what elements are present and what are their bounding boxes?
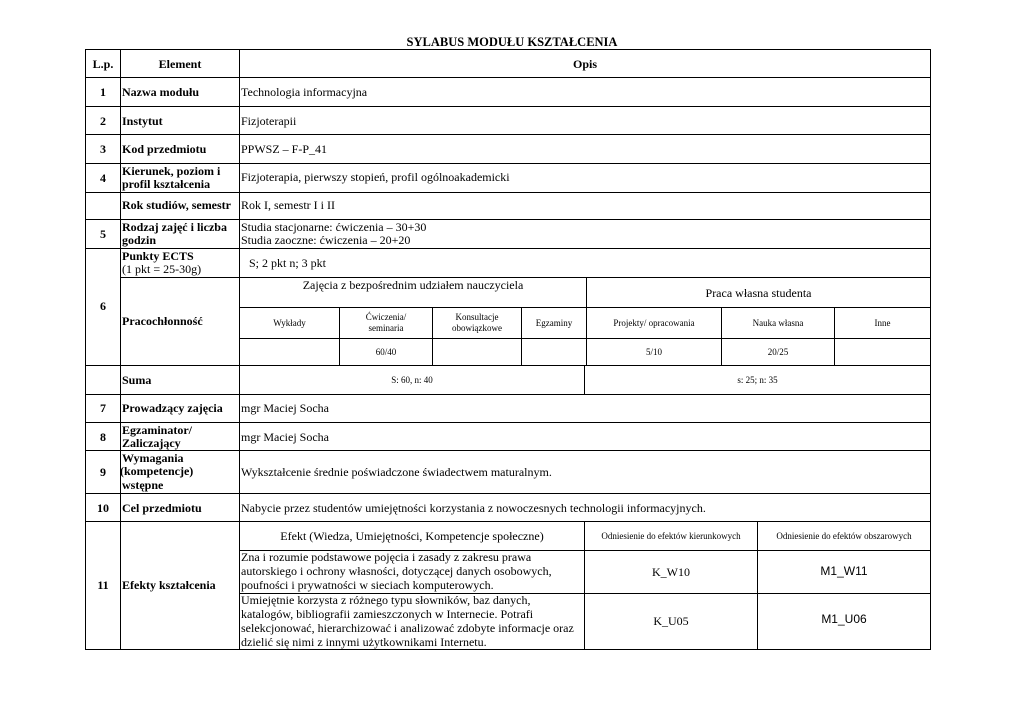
ects-label: Punkty ECTS <box>122 249 194 263</box>
row9-element-line3: wstępne <box>122 478 164 492</box>
value-cwiczenia: 60/40 <box>375 347 397 357</box>
row4-element-line2: profil kształcenia <box>122 177 211 191</box>
header-element: Element <box>158 57 202 71</box>
row1-lp: 1 <box>100 85 106 99</box>
rok-element: Rok studiów, semestr <box>122 198 232 212</box>
ects-formula: (1 pkt = 25-30g) <box>122 262 202 276</box>
efekt1-line3: poufności i prywatności w sieciach komputerowych. <box>241 578 494 592</box>
row5-element-line1: Rodzaj zajęć i liczba <box>122 220 227 234</box>
efekt2-line4: dzielić się nimi z innymi użytkownikami Internetu. <box>241 635 487 649</box>
row3-element: Kod przedmiotu <box>122 142 207 156</box>
row5-element-line2: godzin <box>122 233 157 247</box>
efekt2-line2: katalogów, bibliografii zamieszczonych w Internecie. Potrafi <box>241 607 534 621</box>
efekt2-obszarowe: M1_U06 <box>821 612 867 626</box>
row4-lp: 4 <box>100 171 106 185</box>
row11-element: Efekty kształcenia <box>122 578 216 592</box>
row8-element-line1: Egzaminator/ <box>122 423 192 437</box>
row8-opis: mgr Maciej Socha <box>241 430 329 444</box>
suma-contact: S: 60, n: 40 <box>391 375 433 385</box>
row11-lp: 11 <box>97 578 109 592</box>
efekt2-line1: Umiejętnie korzysta z różnego typu słowników, baz danych, <box>241 593 531 607</box>
row7-lp: 7 <box>100 401 106 415</box>
efekt1-kierunkowe: K_W10 <box>652 565 690 579</box>
value-nauka-wlasna: 20/25 <box>767 347 789 357</box>
efekt2-kierunkowe: K_U05 <box>653 614 689 628</box>
ects-value: S; 2 pkt n; 3 pkt <box>249 256 327 270</box>
row9-element-line2: (kompetencje) <box>120 464 194 478</box>
row7-opis: mgr Maciej Socha <box>241 401 329 415</box>
row5-lp: 5 <box>100 227 106 241</box>
value-projekty: 5/10 <box>645 347 662 357</box>
obszarowe-header: Odniesienie do efektów obszarowych <box>776 531 912 541</box>
group-own-work: Praca własna studenta <box>705 286 812 300</box>
rok-opis: Rok I, semestr I i II <box>241 198 335 212</box>
header-lp: L.p. <box>92 57 114 71</box>
row7-element: Prowadzący zajęcia <box>122 401 223 415</box>
efekt2-line3: selekcjonować, hierarchizować i analizować zdobyte informacje oraz <box>241 621 574 635</box>
row5-opis-line1: Studia stacjonarne: ćwiczenia – 30+30 <box>241 220 427 234</box>
row3-lp: 3 <box>100 142 106 156</box>
row9-opis: Wykształcenie średnie poświadczone świadectwem maturalnym. <box>241 465 552 479</box>
row8-element-line2: Zaliczający <box>122 436 181 450</box>
col-cwiczenia-line1: Ćwiczenia/ <box>365 312 407 322</box>
row10-lp: 10 <box>97 501 109 515</box>
efekt1-line2: autorskiego i ochrony własności, dotyczącej danych osobowych, <box>241 564 552 578</box>
row9-element-line1: Wymagania <box>122 451 184 465</box>
group-contact-hours: Zajęcia z bezpośrednim udziałem nauczyciela <box>302 278 524 292</box>
efekt1-obszarowe: M1_W11 <box>820 564 868 578</box>
col-nauka-wlasna: Nauka własna <box>752 318 804 328</box>
row5-opis-line2: Studia zaoczne: ćwiczenia – 20+20 <box>241 233 411 247</box>
col-konsultacje-line1: Konsultacje <box>455 312 499 322</box>
col-egzaminy: Egzaminy <box>535 318 573 328</box>
suma-label: Suma <box>122 373 152 387</box>
efekt-header: Efekt (Wiedza, Umiejętności, Kompetencje społeczne) <box>280 529 544 543</box>
row4-opis: Fizjoterapia, pierwszy stopień, profil ogólnoakademicki <box>241 170 510 184</box>
col-wyklady: Wykłady <box>273 318 306 328</box>
kierunkowe-header: Odniesienie do efektów kierunkowych <box>601 531 741 541</box>
row3-opis: PPWSZ – F-P_41 <box>241 142 328 156</box>
row9-lp: 9 <box>100 465 106 479</box>
row2-element: Instytut <box>122 114 163 128</box>
suma-own: s: 25; n: 35 <box>737 375 778 385</box>
row2-opis: Fizjoterapii <box>241 114 297 128</box>
header-opis: Opis <box>572 57 597 71</box>
efekt1-line1: Zna i rozumie podstawowe pojęcia i zasady z zakresu prawa <box>241 550 532 564</box>
row1-opis: Technologia informacyjna <box>241 85 368 99</box>
row6-lp: 6 <box>100 299 106 313</box>
pracochlonnosc-label: Pracochłonność <box>122 314 203 328</box>
row10-opis: Nabycie przez studentów umiejętności korzystania z nowoczesnych technologii informacyjnych. <box>241 501 706 515</box>
col-projekty: Projekty/ opracowania <box>613 318 695 328</box>
row4-element-line1: Kierunek, poziom i <box>122 164 221 178</box>
row2-lp: 2 <box>100 114 106 128</box>
col-cwiczenia-line2: seminaria <box>368 323 404 333</box>
row1-element: Nazwa modułu <box>122 85 200 99</box>
row10-element: Cel przedmiotu <box>122 501 202 515</box>
page-title: SYLABUS MODUŁU KSZTAŁCENIA <box>406 35 618 49</box>
row8-lp: 8 <box>100 430 106 444</box>
col-inne: Inne <box>874 318 891 328</box>
col-konsultacje-line2: obowiązkowe <box>452 323 502 333</box>
